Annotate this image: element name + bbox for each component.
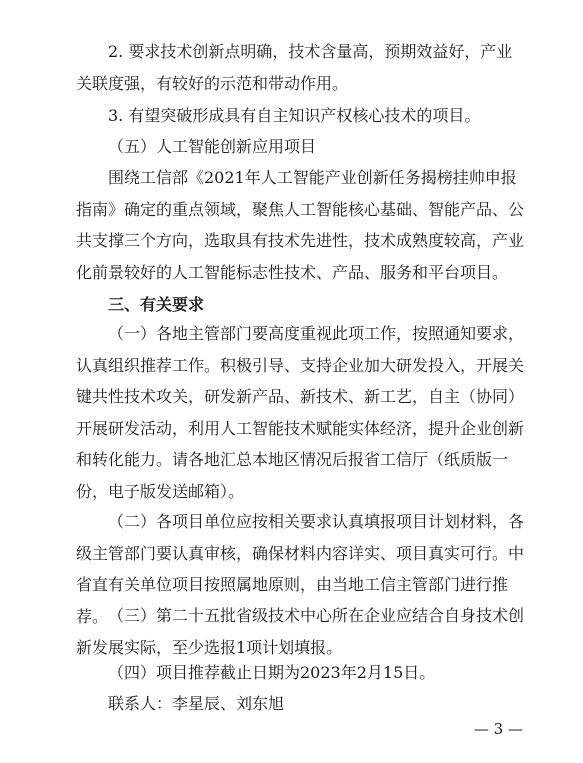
requirement-item-2: 2. 要求技术创新点明确，技术含量高，预期效益好，产业关联度强，有较好的示范和带动作用。: [76, 42, 513, 93]
section-heading-requirements: 三、有关要求: [108, 295, 205, 314]
requirement-paragraph-3: （三）第二十五批省级技术中心所在企业应结合自身技术创新发展实际，至少选报1项计划填报。: [76, 606, 525, 657]
requirement-item-3: 3. 有望突破形成具有自主知识产权核心技术的项目。: [108, 106, 481, 125]
requirement-paragraph-2: （二）各项目单位应按相关要求认真填报项目计划材料，各级主管部门要认真审核，确保材料内容详实、项目真实可行。中省直有关单位项目按照属地原则，由当地工信主管部门进行推荐。: [76, 512, 525, 626]
requirement-paragraph-1: （一）各地主管部门要高度重视此项工作，按照通知要求，认真组织推荐工作。积极引导、支持企业加大研发投入，开展关键共性技术攻关，研发新产品、新技术、新工艺，自主（协同）开展研发活动，利用人工智能技术赋能实体经济，提升企业创新和转化能力。请各地汇总本地区情况后报省工信厅（纸质版一份，电子版发送邮箱）。: [76, 324, 525, 501]
section-title-ai-innovation: （五）人工智能创新应用项目: [108, 137, 317, 156]
contact-persons: 联系人：李星辰、刘东旭: [108, 694, 285, 713]
page-number: — 3 —: [473, 720, 523, 738]
ai-innovation-description: 围绕工信部《2021年人工智能产业创新任务揭榜挂帅申报指南》确定的重点领域，聚焦人工智能核心基础、智能产品、公共支撑三个方向，选取具有技术先进性，技术成熟度较高，产业化前景较好的人工智能标志性技术、产品、服务和平台项目。: [76, 168, 525, 282]
requirement-paragraph-4: （四）项目推荐截止日期为2023年2月15日。: [108, 663, 436, 682]
